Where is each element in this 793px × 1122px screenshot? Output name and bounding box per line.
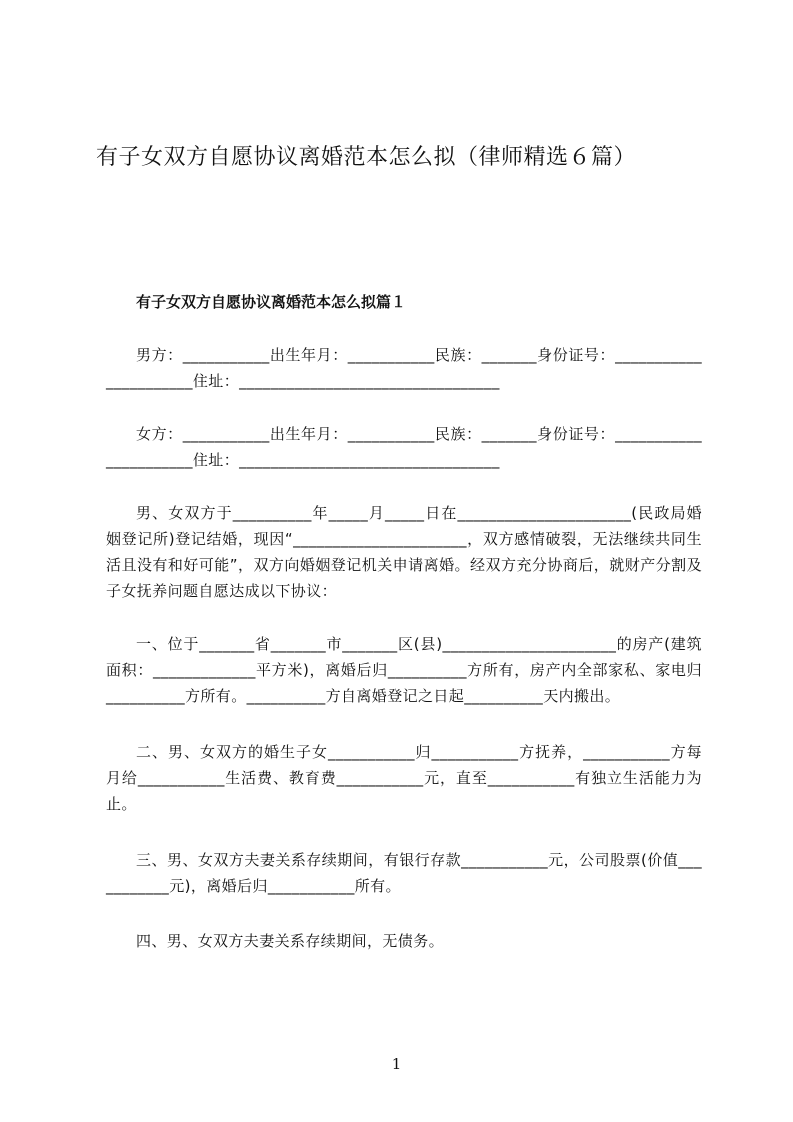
paragraph-husband-info: 男方：___________出生年月：___________民族：_______身份证号：______________________住址：_________________________________ <box>106 346 702 390</box>
paragraph-child-custody-clause: 二、男、女双方的婚生子女___________归___________方抚养，___________方每月给___________生活费、教育费___________元，直至___________有独立生活能力为止。 <box>106 743 702 813</box>
paragraph-marriage-statement: 男、女双方于__________年_____月_____日在______________________(民政局婚姻登记所)登记结婚，现因“______________________，双方感情破裂，无法继续共同生活且没有和好可能”，双方向婚姻登记机关申请离婚。经双方充分协商后，就财产分割及子女抚养问题自愿达成以下协议： <box>106 504 702 600</box>
paragraph-wife-info: 女方：___________出生年月：___________民族：_______身份证号：______________________住址：_________________________________ <box>106 425 702 469</box>
document-title: 有子女双方自愿协议离婚范本怎么拟（律师精选６篇） <box>96 145 637 170</box>
section-heading: 有子女双方自愿协议离婚范本怎么拟篇１ <box>136 293 407 311</box>
page-number: 1 <box>391 1055 402 1073</box>
paragraph-savings-clause: 三、男、女双方夫妻关系存续期间，有银行存款___________元，公司股票(价值___________元)，离婚后归___________所有。 <box>106 851 702 895</box>
paragraph-debt-clause: 四、男、女双方夫妻关系存续期间，无债务。 <box>136 932 445 950</box>
paragraph-property-clause: 一、位于_______省_______市_______区(县)______________________的房产(建筑面积：_____________平方米)，离婚后归__________方所有，房产内全部家私、家电归__________方所有。__________方自离婚登记之日起__________天内搬出。 <box>106 635 702 705</box>
